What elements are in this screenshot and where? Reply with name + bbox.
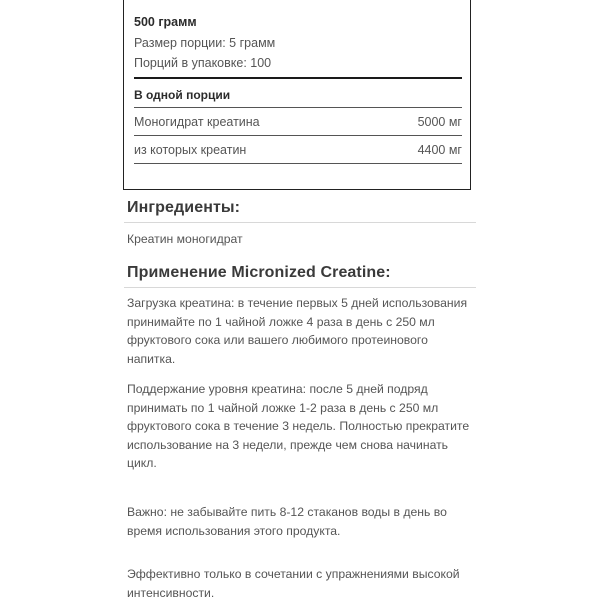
nutrition-row [134,135,462,164]
ingredients-heading: Ингредиенты: [127,199,241,216]
thick-divider [134,77,462,79]
usage-paragraph-loading [127,294,479,368]
serving-size: Размер порции: 5 грамм [134,36,276,50]
usage-paragraph-text: Загрузка креатина: в течение первых 5 дней использования принимайте по 1 чайной ложке 4 раза в день с 250 мл фруктового сока или вашего любимого протеинового напитка. [127,296,468,366]
usage-paragraph-text: Поддержание уровня креатина: после 5 дней подряд принимать по 1 чайной ложке 1-2 раза в день с 250 мл фруктового сока в течение 3 недель. Полностью прекратите использование на 3 недели, прежде чем снова начинать цикл. [127,382,470,470]
package-weight: 500 грамм [134,15,197,29]
usage-paragraph-text: Эффективно только в сочетании с упражнениями высокой интенсивности. [127,567,460,600]
per-serving-heading: В одной порции [134,88,231,102]
usage-divider [124,287,476,288]
nutrient-amount: 5000 мг [417,115,462,129]
ingredients-text: Креатин моногидрат [127,232,243,246]
usage-paragraph-text: Важно: не забывайте пить 8-12 стаканов воды в день во время использования этого продукта. [127,505,447,538]
usage-paragraph-effective [127,565,479,600]
usage-paragraph-maintenance [127,380,479,473]
usage-heading: Применение Micronized Creatine: [127,264,391,281]
usage-paragraph-important [127,503,479,540]
nutrition-row [134,107,462,135]
ingredients-divider [124,222,476,223]
nutrient-amount: 4400 мг [417,143,462,157]
nutrient-name: из которых креатин [134,143,247,157]
nutrient-name: Моногидрат креатина [134,115,260,129]
servings-per-container: Порций в упаковке: 100 [134,56,272,70]
nutrition-facts-box [123,0,471,190]
